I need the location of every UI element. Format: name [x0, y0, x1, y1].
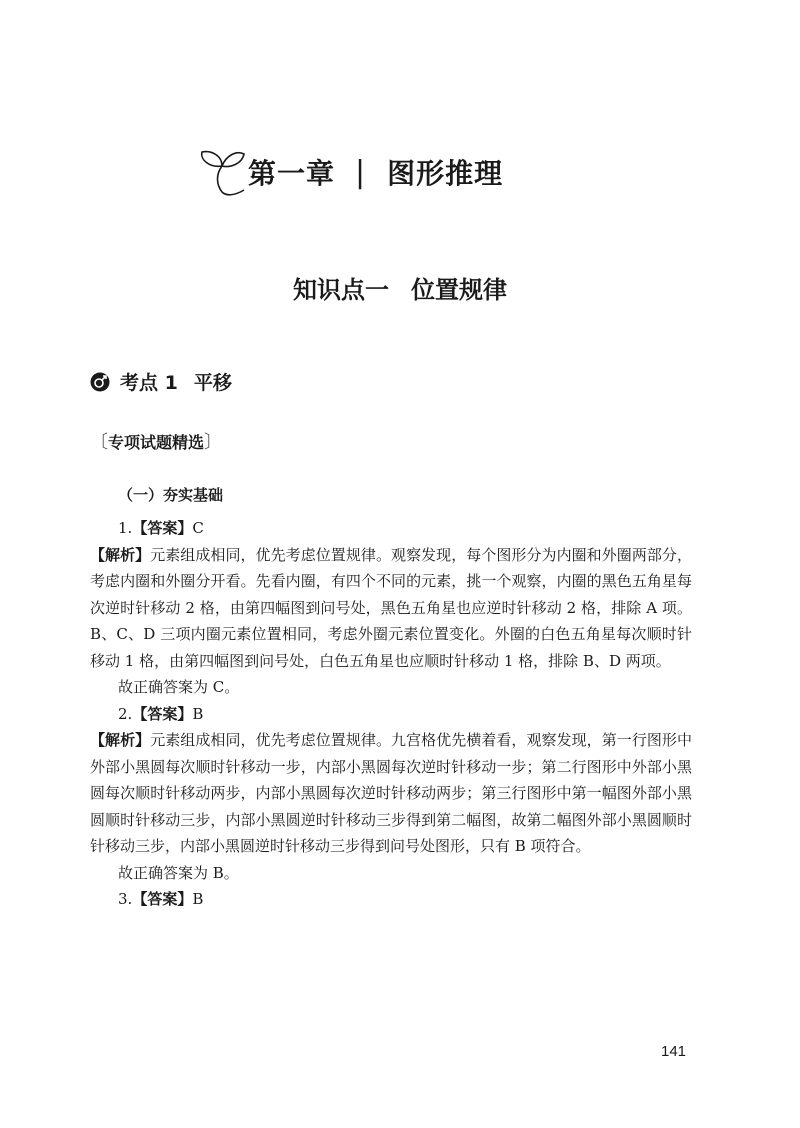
bracket-close: 〕 [204, 432, 223, 453]
kaodian-label: 考点 1 [120, 372, 178, 394]
answer-value: B [192, 704, 204, 723]
sprout-icon [198, 144, 246, 200]
section-label: 知识点一 [293, 276, 389, 304]
exercises-heading [90, 428, 222, 454]
chapter-subtitle: 图形推理 [387, 157, 504, 190]
conclusion-line: 故正确答案为 C。 [118, 678, 240, 696]
subsection-title: （一）夯实基础 [118, 486, 224, 504]
kaodian-title: 平移 [193, 372, 232, 394]
answer-value: B [192, 890, 204, 908]
chapter-title: 第一章 [248, 157, 336, 190]
analysis-tag: 【解析】 [90, 545, 151, 564]
analysis-tag: 【解析】 [90, 731, 151, 749]
item-number: 1. [118, 519, 133, 537]
section-title [0, 270, 800, 305]
conclusion-line: 故正确答案为 B。 [118, 863, 239, 882]
page-number: 141 [661, 1043, 687, 1060]
chapter-header [198, 144, 503, 200]
answer-line [118, 515, 692, 542]
answer-body [90, 515, 692, 913]
item-number: 3. [118, 890, 133, 908]
answer-line [118, 886, 692, 913]
answer-value: C [192, 519, 204, 537]
section-name: 位置规律 [411, 276, 507, 304]
answer-tag: 【答案】 [132, 704, 193, 723]
analysis-text: 元素组成相同，优先考虑位置规律。观察发现，每个图形分为内圈和外圈两部分，考虑内圈和外圈分开看。先看内圈，有四个不同的元素，挑一个观察，内圈的黑色五角星每次逆时针移动 2 格，由第四幅图到问号处，黑色五角星也应逆时针移动 2 格，排除 A 项。B、C、D 三项内圈元素位置相同，考虑外圈元素位置变化。外圈的白色五角星每次顺时针移动 1 格，由第四幅图到问号处，白色五角星也应顺时针移动 1 格，排除 B、D 两项。 [90, 545, 692, 670]
chapter-separator: | [355, 154, 366, 190]
analysis-text: 元素组成相同，优先考虑位置规律。九宫格优先横着看，观察发现，第一行图形中外部小黑圆每次顺时针移动一步，内部小黑圆每次逆时针移动一步；第二行图形中外部小黑圆每次顺时针移动两步，内部小黑圆每次逆时针移动两步；第三行图形中第一幅图外部小黑圆顺时针移动三步，内部小黑圆逆时针移动三步得到第二幅图，故第二幅图外部小黑圆顺时针移动三步，内部小黑圆逆时针移动三步得到问号处图形，只有 B 项符合。 [90, 731, 692, 855]
analysis-paragraph [90, 727, 692, 860]
answer-tag: 【答案】 [132, 890, 193, 908]
exercises-heading-text: 专项试题精选 [108, 433, 205, 452]
target-icon [90, 372, 110, 392]
bracket-open: 〔 [90, 432, 108, 453]
item-number: 2. [118, 704, 133, 723]
answer-line [118, 701, 692, 728]
analysis-paragraph [90, 542, 692, 675]
answer-tag: 【答案】 [132, 519, 193, 537]
kaodian-heading [90, 368, 232, 395]
